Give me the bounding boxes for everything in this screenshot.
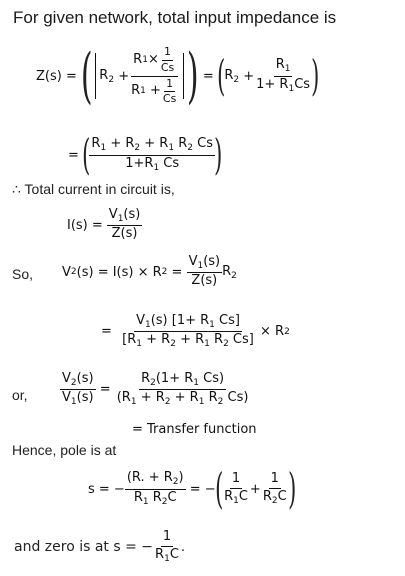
impedance-equation-2: = ( $\frac{R_1 + R_2 + R_1 R_2 Cs}{1+R_1 Cs}$ )	[68, 130, 223, 179]
pole-rhs2: $\frac{1}{R_2C}$	[262, 470, 287, 506]
pole-fraction: $\frac{(R. + R_2)}{R_1 R_2C}$	[126, 470, 184, 507]
impedance-equation-1: Z(s) = ( $R_2$ + R 1 × $\frac{1}{Cs}$ R 1 + $\frac{1}{Cs}$ ) = ( $R_2$ + $\frac{R_1}{1+ R_1Cs}$ )	[36, 41, 320, 111]
v2-fraction: $\frac{V_1(s)}{Z(s)}$	[188, 254, 221, 289]
bar-left	[95, 53, 96, 99]
pole-equation: s = − $\frac{(R. + R_2)}{R_1 R_2C}$ = − ( $\frac{1}{R_1C}$ + $\frac{1}{R_2C}$ )	[88, 464, 296, 513]
v2-expanded-equation: = $\frac{V_1(s) [1+ R_1 Cs]}{[R_1 + R_2 + R_1 R_2 Cs]}$ × R 2	[101, 313, 290, 350]
so-label: So,	[12, 266, 34, 282]
zero-equation: and zero is at s = − $\frac{1}{R_1C}$ .	[14, 529, 186, 564]
v2-equation: V 2 (s) = I(s) × R 2 = $\frac{V_1(s)}{Z(s)}$ $R_2$	[62, 254, 237, 289]
v2-expanded-fraction: $\frac{V_1(s) [1+ R_1 Cs]}{[R_1 + R_2 + R_1 R_2 Cs]}$	[122, 313, 254, 350]
current-equation: I(s) = $\frac{V_1(s)}{Z(s)}$	[67, 207, 141, 242]
z-r2: $R_2$	[99, 67, 115, 85]
or-label: or,	[12, 387, 28, 403]
transfer-equation: $\frac{V_2(s)}{V_1(s)}$ = $\frac{R_2(1+ R_1 Cs)}{(R_1 + R_2 + R_1 R_2 Cs)}$	[62, 371, 249, 408]
open-paren: (	[80, 41, 93, 111]
intro-heading: For given network, total input impedance is	[13, 8, 337, 27]
z-rhs-r2: $R_2$	[224, 67, 240, 85]
z-rhs-fraction: $\frac{R_1}{1+ R_1Cs}$	[256, 57, 311, 94]
hence-text: Hence, pole is at	[12, 442, 117, 458]
zero-fraction: $\frac{1}{R_1C}$	[155, 529, 179, 564]
therefore-text: ∴ Total current in circuit is,	[12, 181, 175, 197]
z-main-fraction: R 1 × $\frac{1}{Cs}$ R 1 + $\frac{1}{Cs}$	[131, 45, 177, 106]
z-lhs: Z(s) =	[36, 68, 77, 84]
bar-right	[183, 53, 184, 99]
tf-rhs-fraction: $\frac{R_2(1+ R_1 Cs)}{(R_1 + R_2 + R_1 R_2 Cs)}$	[116, 371, 249, 408]
transfer-function-label: = Transfer function	[132, 422, 257, 437]
z2-fraction: $\frac{R_1 + R_2 + R_1 R_2 Cs}{1+R_1 Cs}$	[91, 136, 213, 173]
current-fraction: $\frac{V_1(s)}{Z(s)}$	[108, 207, 141, 242]
tf-lhs-fraction: $\frac{V_2(s)}{V_1(s)}$	[62, 371, 94, 408]
pole-rhs1: $\frac{1}{R_1C}$	[224, 470, 248, 506]
